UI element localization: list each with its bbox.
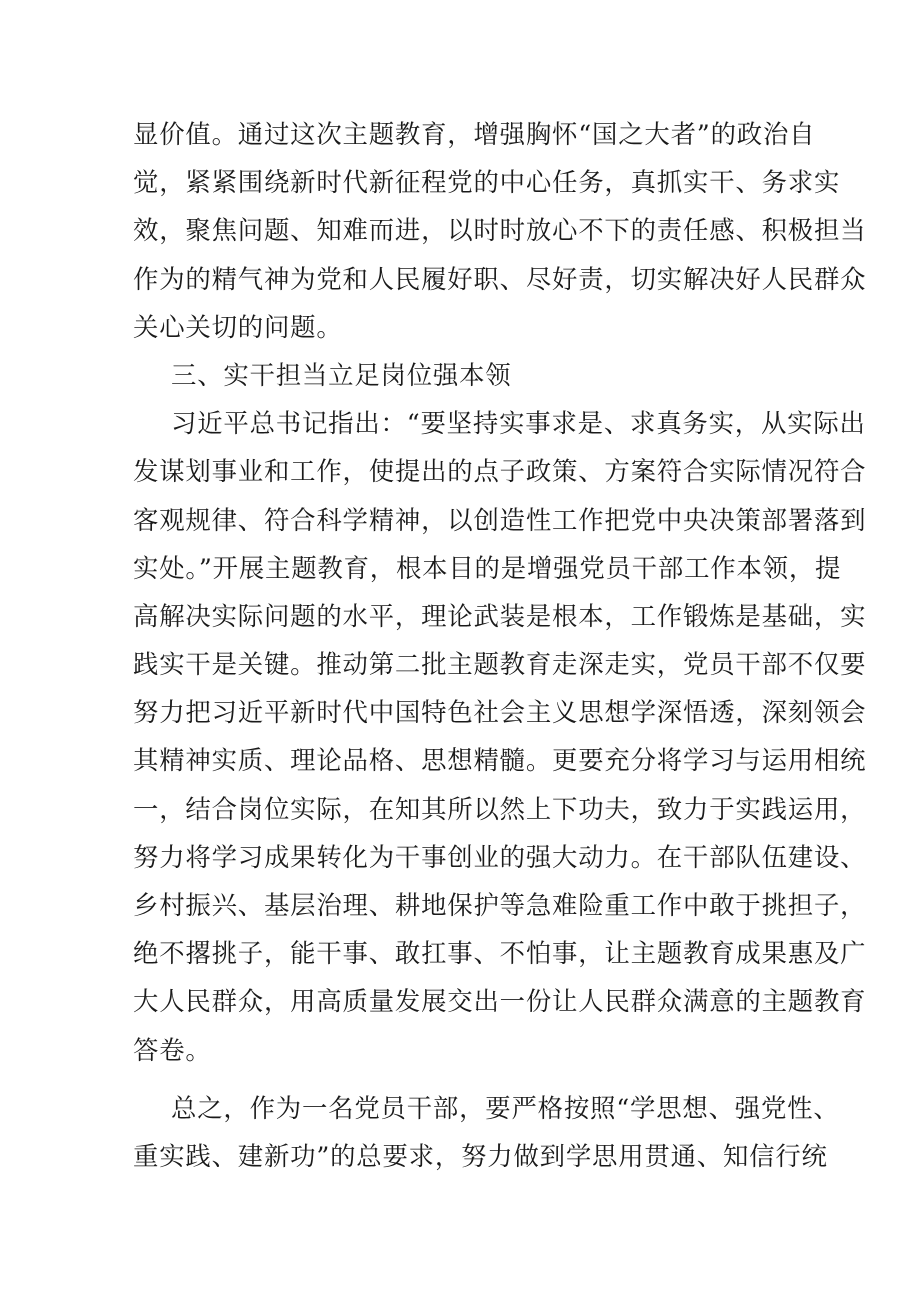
paragraph-2-line-12: 绝不撂挑子，能干事、敢扛事、不怕事，让主题教育成果惠及广 [133,938,867,969]
paragraph-2-line-9: 一，结合岗位实际，在知其所以然上下功夫，致力于实践运用， [133,793,867,824]
paragraph-1-line-1: 显价值。通过这次主题教育，增强胸怀“国之大者”的政治自 [133,119,816,149]
paragraph-2-line-3: 客观规律、符合科学精神，以创造性工作把党中央决策部署落到 [133,504,867,535]
paragraph-1-line-4: 作为的精气神为党和人民履好职、尽好责，切实解决好人民群众 [133,263,867,294]
paragraph-2 [133,399,867,1074]
paragraph-2-line-1: 习近平总书记指出：“要坚持实事求是、求真务实，从实际出 [171,408,866,439]
paragraph-2-line-11: 乡村振兴、基层治理、耕地保护等急难险重工作中敢于挑担子， [133,890,867,920]
paragraph-3-line-2: 重实践、建新功”的总要求，努力做到学思用贯通、知信行统 [133,1140,828,1171]
paragraph-2-line-6: 践实干是关键。推动第二批主题教育走深走实，党员干部不仅要 [133,649,867,680]
paragraph-1-line-3: 效，聚焦问题、知难而进，以时时放心不下的责任感、积极担当 [133,215,867,246]
document-body [133,110,867,1180]
paragraph-2-line-10: 努力将学习成果转化为干事创业的强大动力。在干部队伍建设、 [133,841,867,872]
paragraph-3 [133,1084,840,1180]
paragraph-2-line-14: 答卷。 [133,1034,212,1065]
paragraph-2-line-8: 其精神实质、理论品格、思想精髓。更要充分将学习与运用相统 [133,745,867,776]
paragraph-2-line-13: 大人民群众，用高质量发展交出一份让人民群众满意的主题教育 [133,986,867,1017]
paragraph-2-line-4: 实处。”开展主题教育，根本目的是增强党员干部工作本领，提 [133,552,842,583]
paragraph-2-line-5: 高解决实际问题的水平，理论武装是根本，工作锻炼是基础，实 [133,600,867,631]
paragraph-1 [133,110,867,351]
paragraph-2-line-2: 发谋划事业和工作，使提出的点子政策、方案符合实际情况符合 [133,456,867,487]
section-heading: 三、实干担当立足岗位强本领 [171,359,512,390]
paragraph-2-line-7: 努力把习近平新时代中国特色社会主义思想学深悟透，深刻领会 [133,697,867,728]
paragraph-1-line-5: 关心关切的问题。 [133,311,343,342]
paragraph-1-line-2: 觉，紧紧围绕新时代新征程党的中心任务，真抓实干、务求实 [133,167,841,198]
paragraph-spacer [133,1074,788,1084]
paragraph-3-line-1: 总之，作为一名党员干部，要严格按照“学思想、强党性、 [171,1092,840,1123]
